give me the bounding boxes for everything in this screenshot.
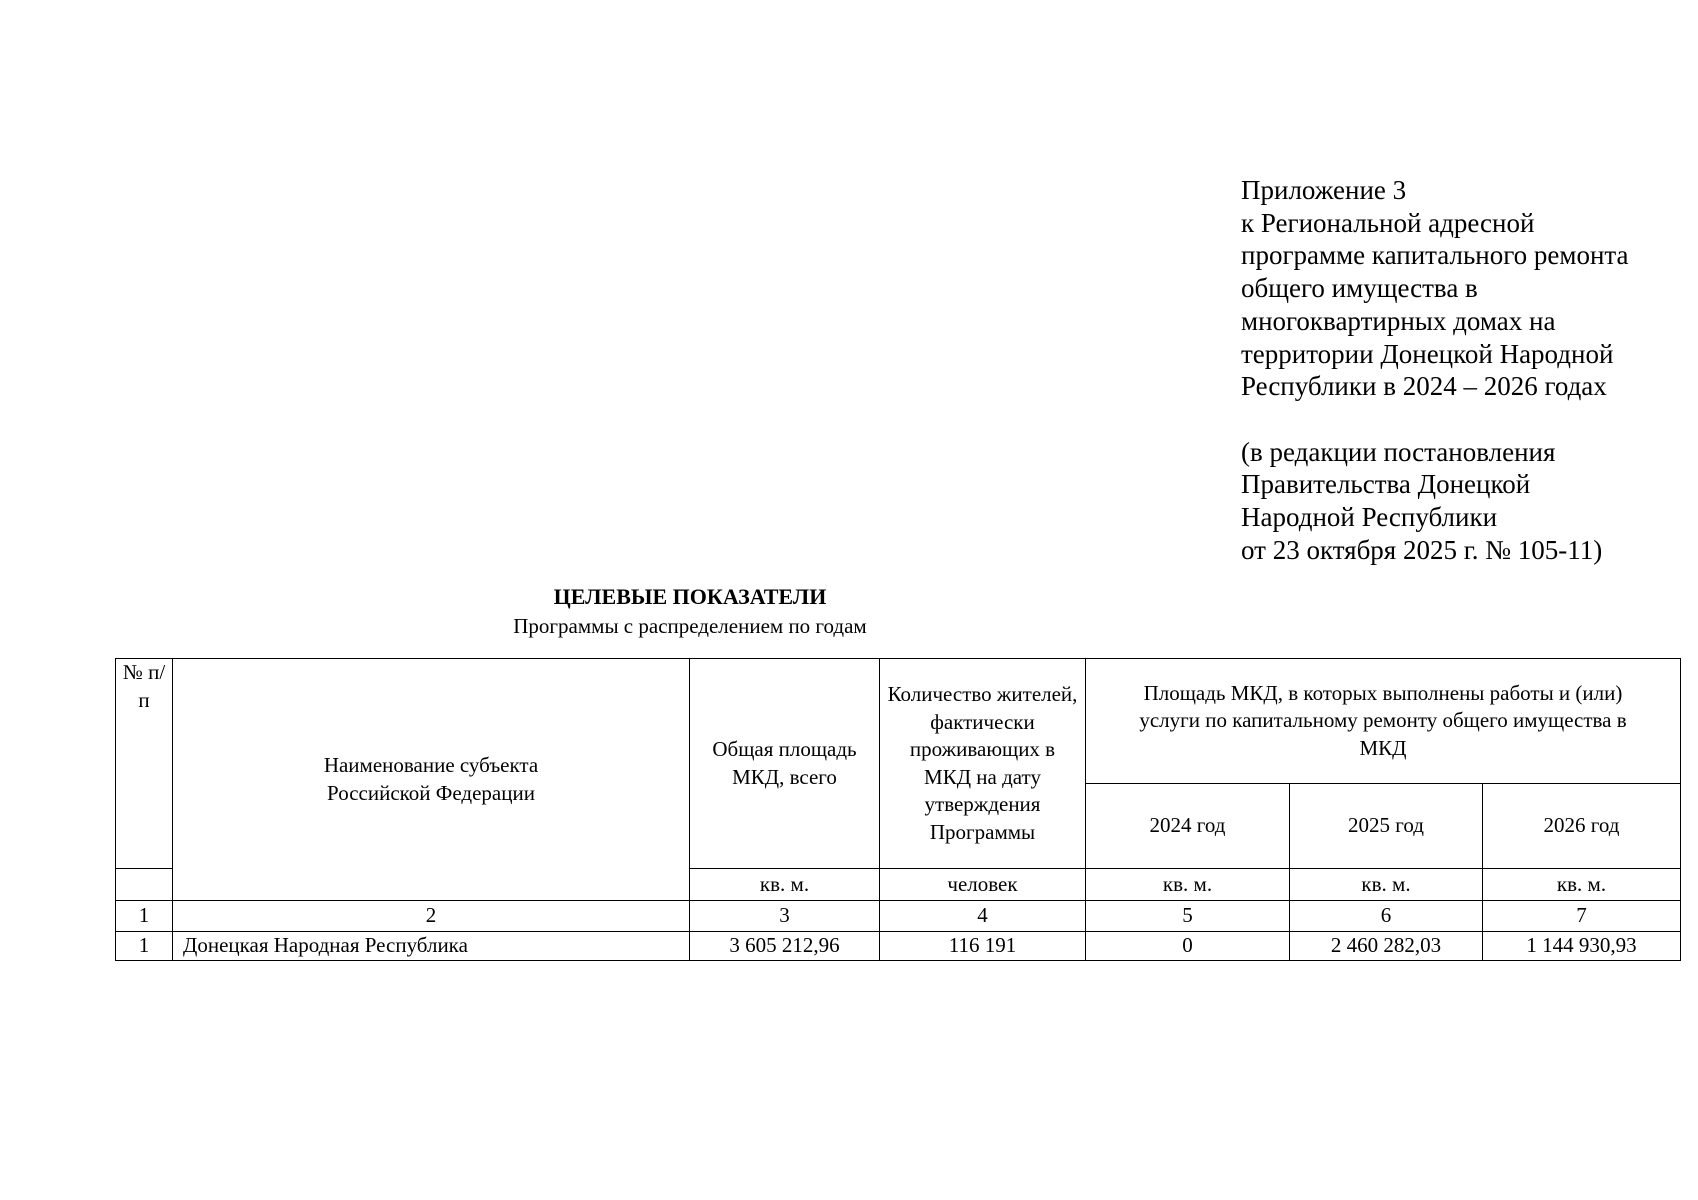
column-number: 4	[880, 901, 1086, 932]
header-name	[173, 659, 690, 901]
appendix-line: общего имущества в	[1241, 273, 1478, 304]
column-number: 3	[690, 901, 880, 932]
header-name-label: Наименование субъекта Российской Федерации	[323, 753, 539, 805]
appendix-line: Республики в 2024 – 2026 годах	[1241, 371, 1607, 402]
column-number: 5	[1086, 901, 1290, 932]
row-2025: 2 460 282,03	[1290, 932, 1483, 961]
unit-2026: кв. м.	[1483, 869, 1681, 901]
row-2024: 0	[1086, 932, 1290, 961]
header-area-group	[1086, 659, 1681, 784]
column-number: 1	[116, 901, 173, 932]
header-num	[116, 659, 173, 869]
appendix-line: программе капитального ремонта	[1241, 240, 1629, 271]
appendix-line: Приложение 3	[1241, 175, 1407, 205]
header-residents	[880, 659, 1086, 869]
edition-line: от 23 октября 2025 г. № 105-11)	[1241, 534, 1603, 565]
edition-line: Правительства Донецкой	[1241, 469, 1531, 500]
header-year-2025: 2025 год	[1290, 784, 1483, 869]
column-numbers-row	[116, 901, 1681, 932]
column-number: 6	[1290, 901, 1483, 932]
appendix-block	[1241, 174, 1681, 566]
indicators-table	[115, 658, 1681, 961]
units-num-cell	[116, 869, 173, 901]
appendix-line: к Региональной адресной	[1241, 207, 1535, 238]
unit-total-area: кв. м.	[690, 869, 880, 901]
row-total-area: 3 605 212,96	[690, 932, 880, 961]
header-area-group-label: Площадь МКД, в которых выполнены работы и (или) услуги по капитальному ремонту общего имущества в МКД	[1139, 680, 1627, 760]
appendix-line: многоквартирных домах на	[1241, 305, 1556, 336]
unit-2025: кв. м.	[1290, 869, 1483, 901]
header-year-2024: 2024 год	[1086, 784, 1290, 869]
row-residents: 116 191	[880, 932, 1086, 961]
edition-line: (в редакции постановления	[1241, 436, 1556, 467]
unit-residents: человек	[880, 869, 1086, 901]
header-year-2026: 2026 год	[1483, 784, 1681, 869]
header-total-area-label: Общая площадь МКД, всего	[712, 737, 857, 789]
document-title: ЦЕЛЕВЫЕ ПОКАЗАТЕЛИ	[553, 584, 827, 609]
header-total-area	[690, 659, 880, 869]
row-num: 1	[116, 932, 173, 961]
edition-line: Народной Республики	[1241, 502, 1498, 533]
header-row	[116, 659, 1681, 784]
row-name: Донецкая Народная Республика	[173, 932, 690, 961]
appendix-spacer	[1241, 403, 1681, 436]
appendix-line: территории Донецкой Народной	[1241, 338, 1614, 369]
document-subtitle: Программы с распределением по годам	[513, 614, 867, 638]
table-row	[116, 932, 1681, 961]
column-number: 2	[173, 901, 690, 932]
unit-2024: кв. м.	[1086, 869, 1290, 901]
header-num-label: № п/п	[122, 660, 166, 712]
header-residents-label: Количество жителей, фактически проживающих в МКД на дату утверждения Программы	[887, 682, 1078, 844]
column-number: 7	[1483, 901, 1681, 932]
row-2026: 1 144 930,93	[1483, 932, 1681, 961]
